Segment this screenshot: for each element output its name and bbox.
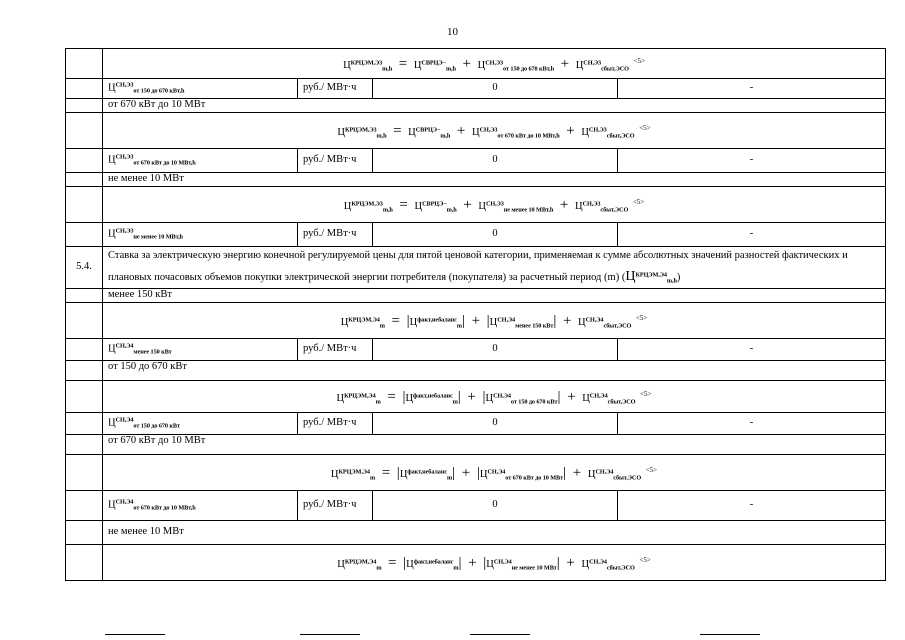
- formula: $Ц^{КРЦЭМ,Э3}_{m,h} = Ц^{СВРЦЭ-}_{m,h} + Ц^{СН,Э3}_{от 670 кВт до 10 МВт,h} + Ц^{СН,Э3}_{сбыт,ЭСО}$ $^{<5>}$: [103, 113, 886, 149]
- formula-row: [66, 455, 886, 491]
- range-header: от 150 до 670 кВт: [66, 361, 886, 381]
- item-number: 5.4.: [66, 247, 103, 289]
- symbol-cell: $Ц^{СН,Э3}_{от 150 до 670 кВт,h}$: [103, 79, 298, 99]
- value-cell: 0: [373, 79, 618, 99]
- dash-cell: -: [618, 79, 886, 99]
- symbol-cell: $Ц^{СН,Э3}_{от 670 кВт до 10 МВт,h}$: [103, 149, 298, 173]
- footer-rule: [300, 634, 360, 635]
- unit-cell: руб./ МВт·ч: [298, 79, 373, 99]
- footer-rule: [470, 634, 530, 635]
- formula: $Ц^{КРЦЭМ,Э3}_{m,h} = Ц^{СВРЦЭ-}_{m,h} + Ц^{СН,Э3}_{не менее 10 МВт,h} + Ц^{СН,Э3}_{сбыт,ЭСО}$ $^{<5>}$: [103, 187, 886, 223]
- range-header: не менее 10 МВт: [66, 521, 886, 545]
- page-number: 10: [447, 26, 458, 38]
- formula-row: [66, 187, 886, 223]
- range-header: менее 150 кВт: [66, 289, 886, 303]
- item-5-4: [66, 247, 886, 289]
- num-cell: [66, 49, 103, 79]
- formula-row: [66, 381, 886, 413]
- symbol-cell: $Ц^{СН,Э3}_{не менее 10 МВт,h}$: [103, 223, 298, 247]
- range-header: от 670 кВт до 10 МВт: [66, 99, 886, 113]
- formula: $Ц^{КРЦЭМ,Э4}_m = |Ц^{факт,небаланс}_m| + |Ц^{СН,Э4}_{менее 150 кВт}| + Ц^{СН,Э4}_{сбыт,ЭСО}$ $^{<5>}$: [103, 303, 886, 339]
- symbol-cell: $Ц^{СН,Э4}_{от 150 до 670 кВт}$: [103, 413, 298, 435]
- formula: $Ц^{КРЦЭМ,Э4}_m = |Ц^{факт,небаланс}_m| + |Ц^{СН,Э4}_{от 670 кВт до 10 МВт}| + Ц^{СН,Э4}_{сбыт,ЭСО}$ $^{<5>}$: [103, 455, 886, 491]
- footer-rule: [700, 634, 760, 635]
- formula-row: [66, 49, 886, 79]
- formula: $Ц^{КРЦЭМ,Э4}_m = |Ц^{факт,небаланс}_m| + |Ц^{СН,Э4}_{не менее 10 МВт}| + Ц^{СН,Э4}_{сбыт,ЭСО}$ $^{<5>}$: [103, 545, 886, 581]
- range-header: не менее 10 МВт: [66, 173, 886, 187]
- formula-row: [66, 303, 886, 339]
- value-row: $Ц^{СН,Э4}_{от 150 до 670 кВт}$ руб./ МВт·ч 0 -: [66, 413, 886, 435]
- value-row: [66, 79, 886, 99]
- tariff-table: [65, 48, 886, 581]
- value-row: $Ц^{СН,Э3}_{от 670 кВт до 10 МВт,h}$ руб./ МВт·ч 0 -: [66, 149, 886, 173]
- formula: $Ц^{КРЦЭМ,Э4}_m = |Ц^{факт,небаланс}_m| + |Ц^{СН,Э4}_{от 150 до 670 кВт}| + Ц^{СН,Э4}_{сбыт,ЭСО}$ $^{<5>}$: [103, 381, 886, 413]
- value-row: $Ц^{СН,Э4}_{от 670 кВт до 10 МВт,h}$ руб./ МВт·ч 0 -: [66, 491, 886, 521]
- value-row: $Ц^{СН,Э3}_{не менее 10 МВт,h}$ руб./ МВт·ч 0 -: [66, 223, 886, 247]
- value-row: $Ц^{СН,Э4}_{менее 150 кВт}$ руб./ МВт·ч 0 -: [66, 339, 886, 361]
- symbol-cell: $Ц^{СН,Э4}_{от 670 кВт до 10 МВт,h}$: [103, 491, 298, 521]
- formula: $Ц^{КРЦЭМ,Э3}_{m,h} = Ц^{СВРЦЭ-}_{m,h} + Ц^{СН,Э3}_{от 150 до 670 кВт,h} + Ц^{СН,Э3}_{сбыт,ЭСО}$ $^{<5>}$: [103, 49, 886, 79]
- formula-row: [66, 545, 886, 581]
- formula-row: [66, 113, 886, 149]
- range-header: от 670 кВт до 10 МВт: [66, 435, 886, 455]
- footer-rule: [105, 634, 165, 635]
- item-text: Ставка за электрическую энергию конечной регулируемой цены для пятой ценовой категории, применяемая к сумме абсолютных значений разностей фактических и плановых почасовых объемов покупки электрической энергии потребителя (покупателя) за расчетный период (m) $(Ц^{КРЦЭМ,Э4}_{m,h})$: [103, 247, 886, 289]
- symbol-cell: $Ц^{СН,Э4}_{менее 150 кВт}$: [103, 339, 298, 361]
